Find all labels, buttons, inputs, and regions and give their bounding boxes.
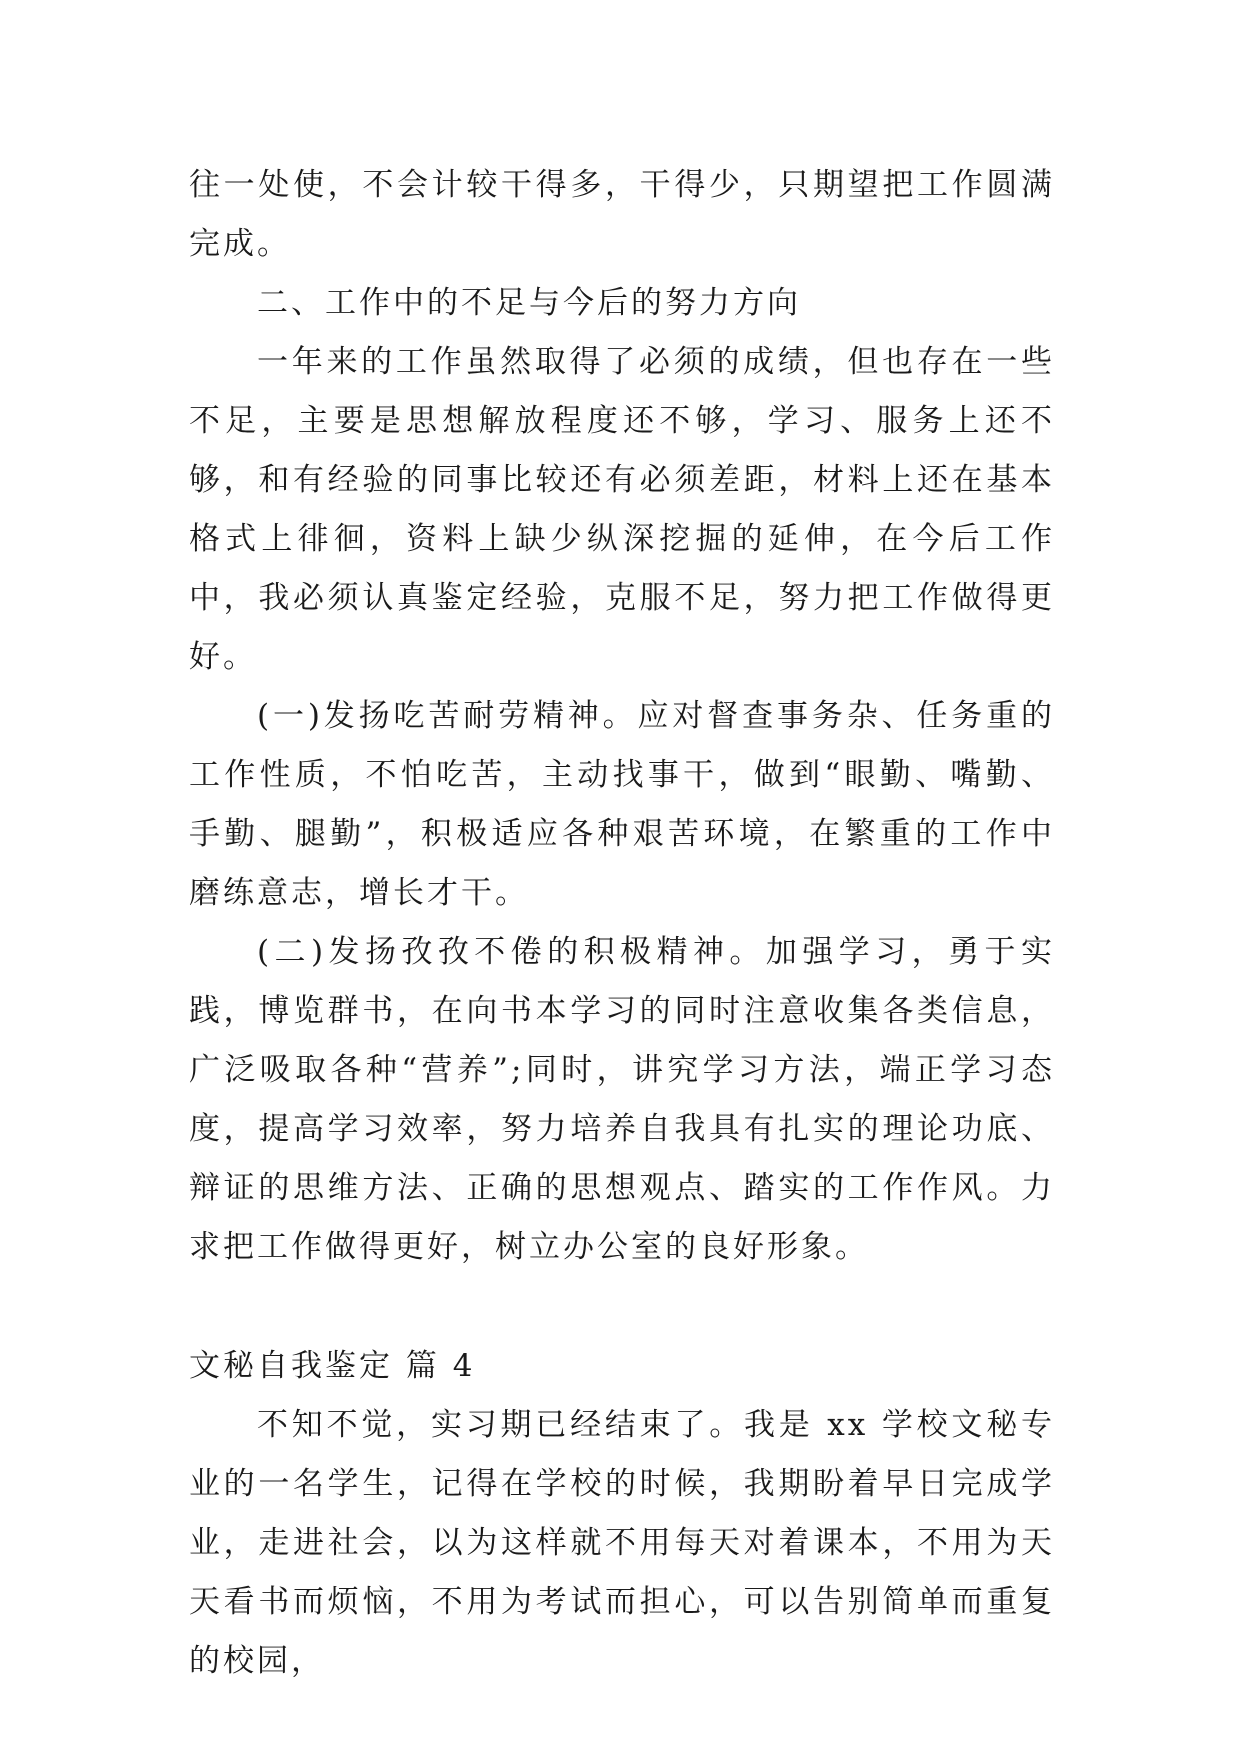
paragraph-internship-intro: 不知不觉，实习期已经结束了。我是 xx 学校文秘专业的一名学生，记得在学校的时候，我期盼着早日完成学业，走进社会，以为这样就不用每天对着课本，不用为天天看书而烦恼，不用为考试而担心，可以告别简单而重复的校园， [189,1407,1055,1679]
paragraph-point-two: (二)发扬孜孜不倦的积极精神。加强学习，勇于实践，博览群书，在向书本学习的同时注意收集各类信息，广泛吸取各种“营养”;同时，讲究学习方法，端正学习态度，提高学习效率，努力培养自我具有扎实的理论功底、辩证的思维方法、正确的思想观点、踏实的工作作风。力求把工作做得更好，树立办公室的良好形象。 [189,934,1055,1265]
section-title: 文秘自我鉴定 篇 4 [189,1348,476,1384]
paragraph-shortcomings: 一年来的工作虽然取得了必须的成绩，但也存在一些不足，主要是思想解放程度还不够，学习、服务上还不够，和有经验的同事比较还有必须差距，材料上还在基本格式上徘徊，资料上缺少纵深挖掘的延伸，在今后工作中，我必须认真鉴定经验，克服不足，努力把工作做得更好。 [189,344,1055,675]
section-gap [189,1277,1055,1337]
document-body [189,156,1055,1691]
section-heading-shortcomings: 二、工作中的不足与今后的努力方向 [257,285,801,321]
paragraph-continuation: 往一处使，不会计较干得多，干得少，只期望把工作圆满完成。 [189,167,1055,262]
paragraph-point-one: (一)发扬吃苦耐劳精神。应对督查事务杂、任务重的工作性质，不怕吃苦，主动找事干，做到“眼勤、嘴勤、手勤、腿勤”，积极适应各种艰苦环境，在繁重的工作中磨练意志，增长才干。 [189,698,1055,911]
